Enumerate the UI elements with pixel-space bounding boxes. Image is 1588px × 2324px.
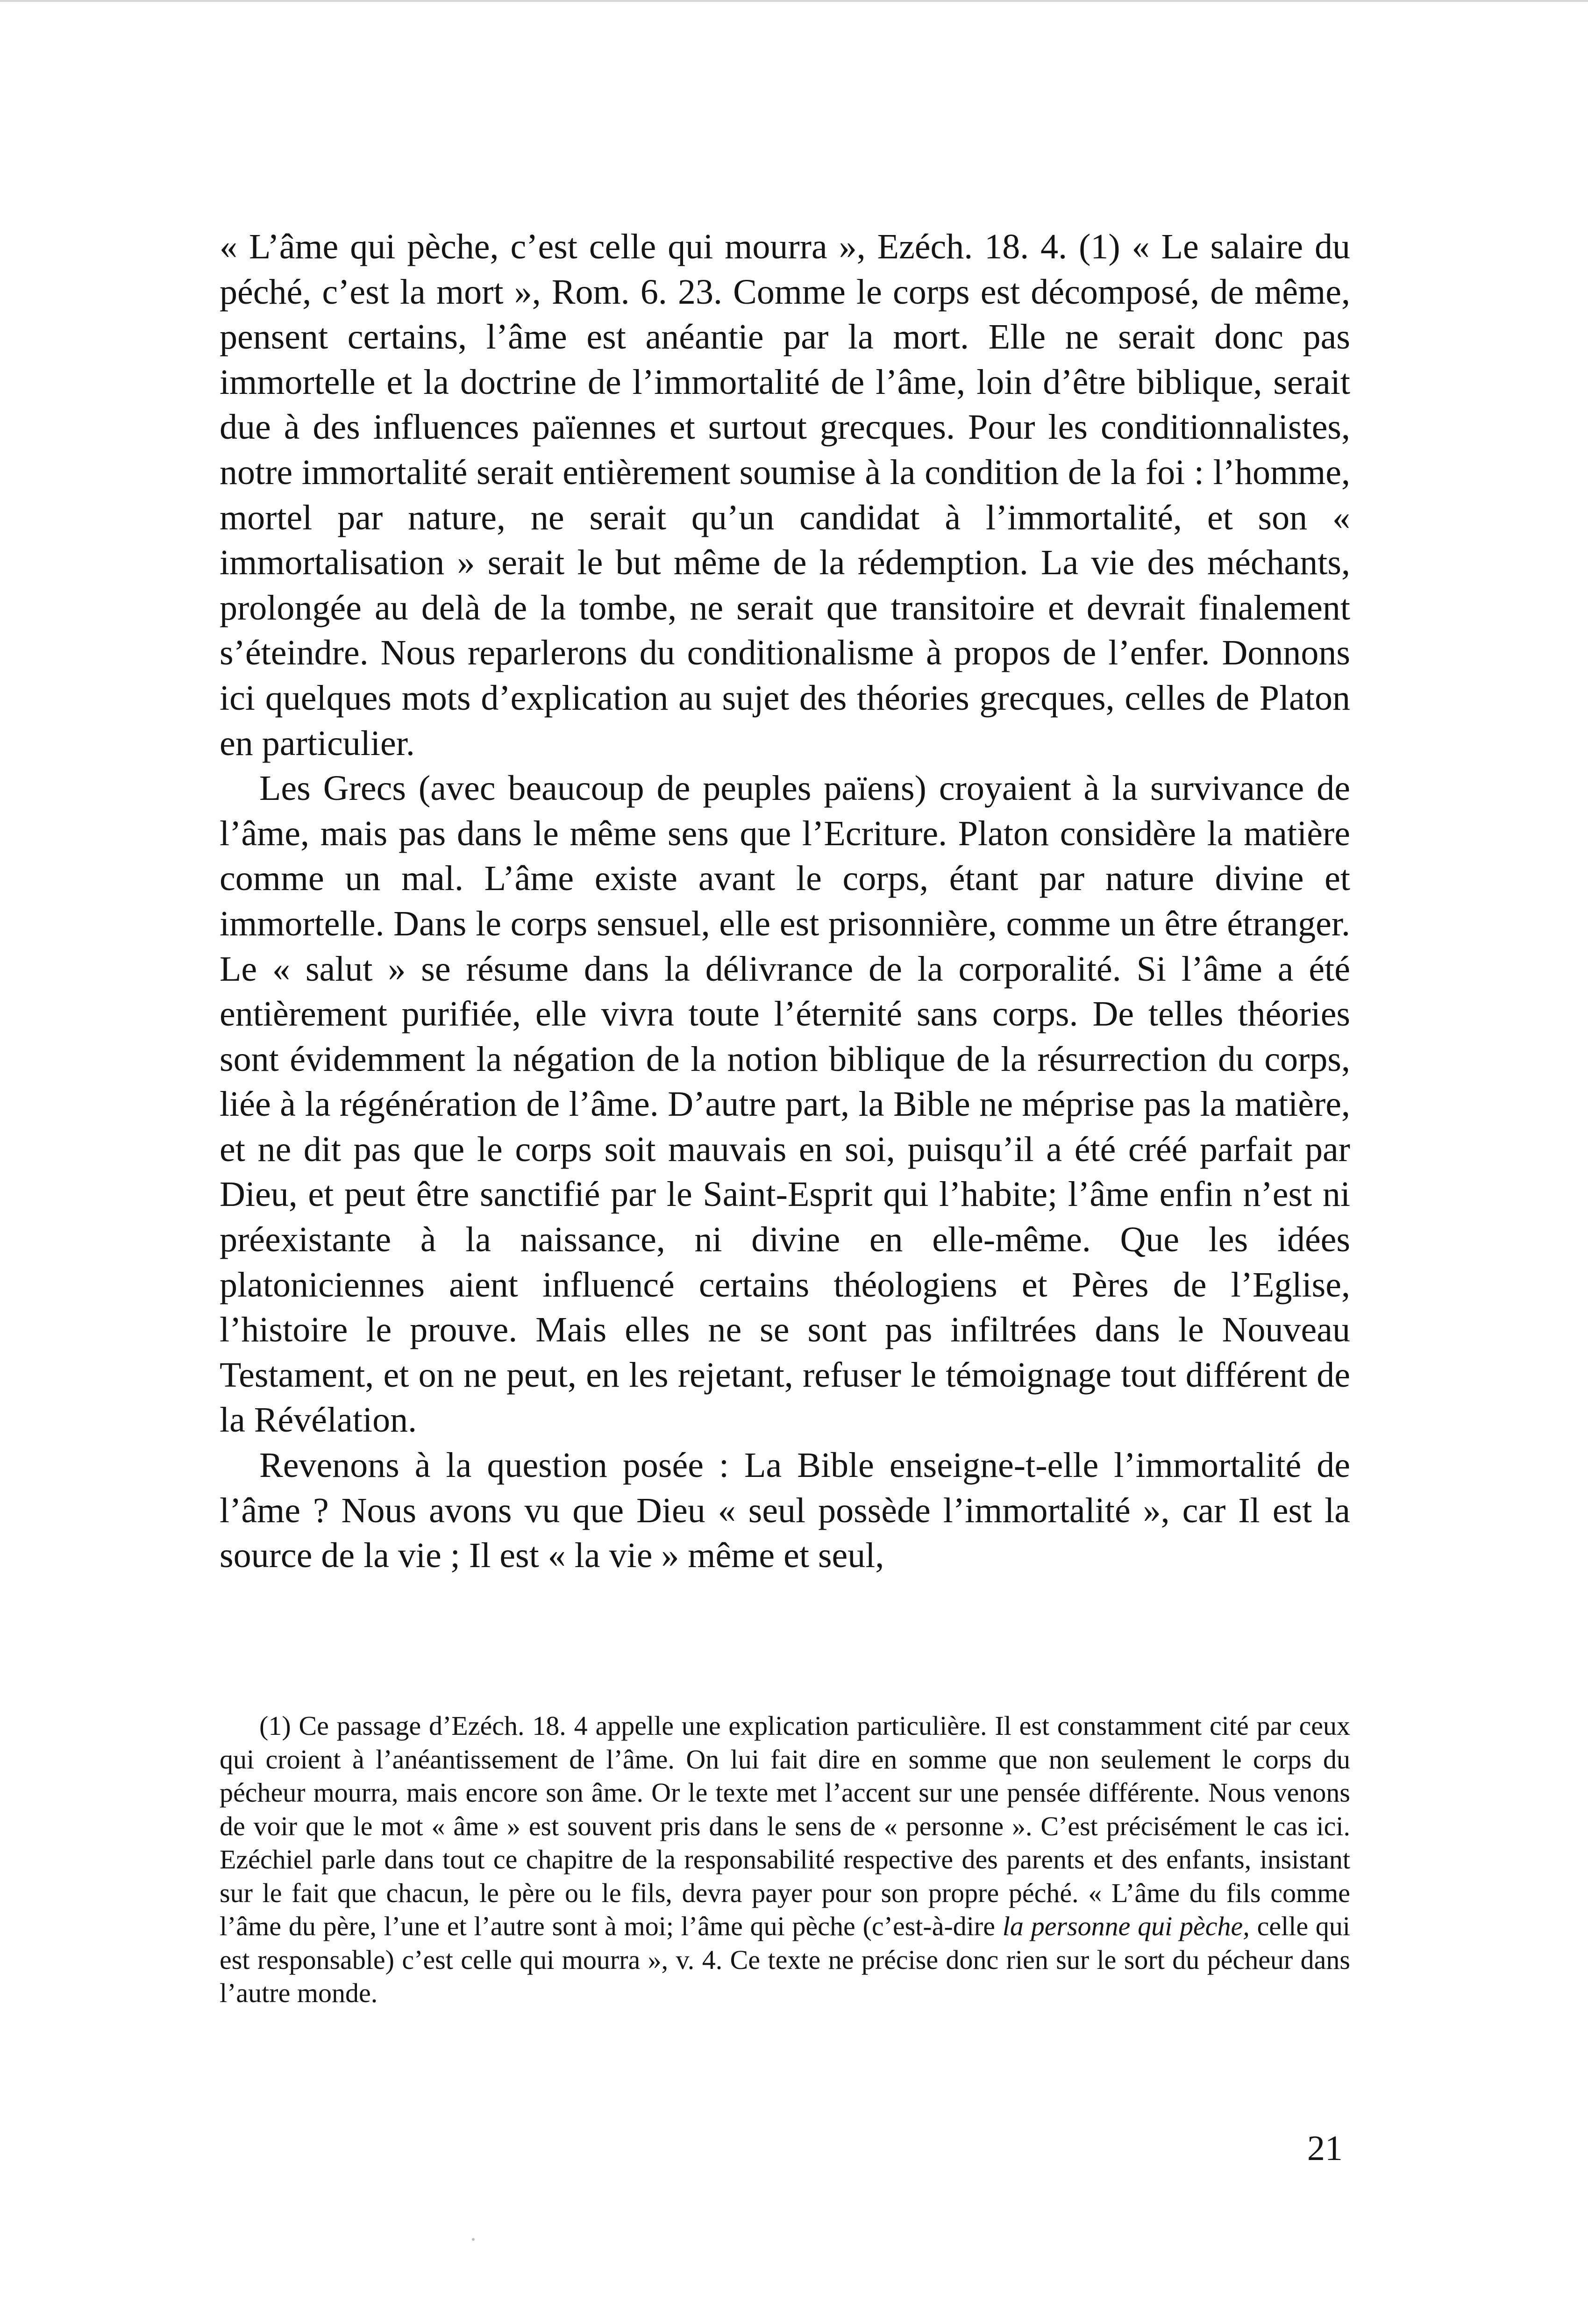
page-top-edge xyxy=(0,0,1588,2)
paper-speck xyxy=(472,2238,475,2241)
paragraph-1: « L’âme qui pèche, c’est celle qui mourra », Ezéch. 18. 4. (1) « Le salaire du péché, c’est la mort », Rom. 6. 23. Comme le corps est décomposé, de même, pensent certains, l’âme est anéantie par la mort. Elle ne serait donc pas immortelle et la doctrine de l’immortalité de l’âme, loin d’être biblique, serait due à des influences païennes et surtout grecques. Pour les conditionnalistes, notre immortalité serait entièrement soumise à la condition de la foi : l’homme, mortel par nature, ne serait qu’un candidat à l’immortalité, et son « immortalisation » serait le but même de la rédemption. La vie des méchants, prolongée au delà de la tombe, ne serait que transitoire et devrait finalement s’éteindre. Nous reparlerons du conditionalisme à propos de l’enfer. Donnons ici quelques mots d’explication au sujet des théories grecques, celles de Platon en particulier. xyxy=(220,227,1350,763)
footnote-italic-phrase: la personne qui pèche, xyxy=(1002,1911,1250,1941)
footnote-text-end: celle qui est responsable) c’est celle qui mourra », v. 4. Ce texte ne précise donc rien sur le sort du pécheur dans l’autre monde. xyxy=(220,1911,1350,2008)
paragraph-3: Revenons à la question posée : La Bible enseigne-t-elle l’immortalité de l’âme ? Nous avons vu que Dieu « seul possède l’immortalité », car Il est la source de la vie ; Il est « la vie » même et seul, xyxy=(220,1446,1350,1575)
footnote-text-start: (1) Ce passage d’Ezéch. 18. 4 appelle une explication particulière. Il est constamment cité par ceux qui croient à l’anéantissement de l’âme. On lui fait dire en somme que non seulement le corps du pécheur mourra, mais encore son âme. Or le texte met l’accent sur une pensée différente. Nous venons de voir que le mot « âme » est souvent pris dans le sens de « personne ». C’est précisément le cas ici. Ezéchiel parle dans tout ce chapitre de la responsabilité respective des parents et des enfants, insistant sur le fait que chacun, le père ou le fils, devra payer pour son propre péché. « L’âme du fils comme l’âme du père, l’une et l’autre sont à moi; l’âme qui pèche (c’est-à-dire xyxy=(220,1711,1350,1941)
paragraph-2: Les Grecs (avec beaucoup de peuples païens) croyaient à la survivance de l’âme, mais pas dans le même sens que l’Ecriture. Platon considère la matière comme un mal. L’âme existe avant le corps, étant par nature divine et immortelle. Dans le corps sensuel, elle est prisonnière, comme un être étranger. Le « salut » se résume dans la délivrance de la corporalité. Si l’âme a été entièrement purifiée, elle vivra toute l’éternité sans corps. De telles théories sont évidemment la négation de la notion biblique de la résurrection du corps, liée à la régénération de l’âme. D’autre part, la Bible ne méprise pas la matière, et ne dit pas que le corps soit mauvais en soi, puisqu’il a été créé parfait par Dieu, et peut être sanctifié par le Saint-Esprit qui l’habite; l’âme enfin n’est ni préexistante à la naissance, ni divine en elle-même. Que les idées platoniciennes aient influencé certains théologiens et Pères de l’Eglise, l’histoire le prouve. Mais elles ne se sont pas infiltrées dans le Nouveau Testament, et on ne peut, en les rejetant, refuser le témoignage tout différent de la Révélation. xyxy=(220,769,1350,1440)
main-text xyxy=(220,224,1350,1578)
page-number: 21 xyxy=(1307,2129,1343,2168)
footnote-1 xyxy=(220,1709,1350,2010)
footnotes xyxy=(220,1709,1350,2010)
